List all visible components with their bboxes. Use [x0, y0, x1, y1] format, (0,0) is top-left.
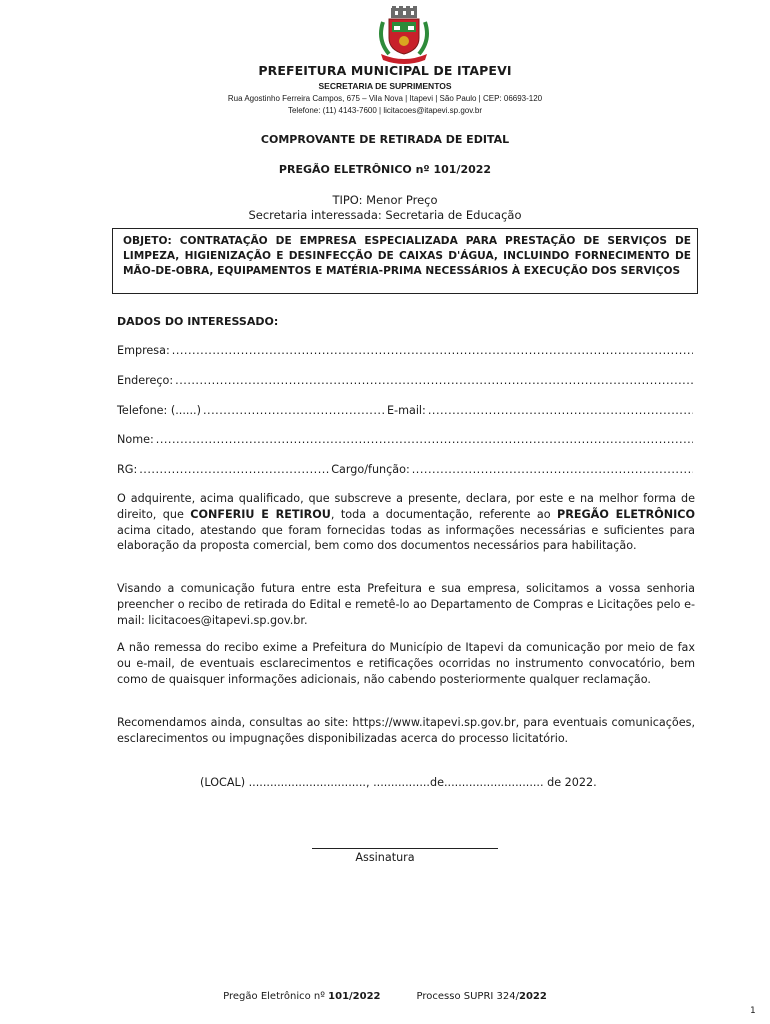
- objeto-box: OBJETO: CONTRATAÇÃO DE EMPRESA ESPECIALIZADA PARA PRESTAÇÃO DE SERVIÇOS DE LIMPEZA, HIGIENIZAÇÃO E DESINFECÇÃO DE CAIXAS D'ÁGUA, INCLUINDO FORNECIMENTO DE MÃO-DE-OBRA, EQUIPAMENTOS E MATÉRIA-PRIMA NECESSÁRIOS À EXECUÇÃO DOS SERVIÇOS: [112, 228, 698, 294]
- footer-pregao-number: 101/2022: [328, 991, 381, 1002]
- department-name: SECRETARIA DE SUPRIMENTOS: [318, 81, 452, 91]
- nome-label: Nome:: [117, 433, 154, 446]
- endereco-field[interactable]: [117, 374, 695, 390]
- contact-line: Telefone: (11) 4143-7600 | licitacoes@itapevi.sp.gov.br: [287, 106, 482, 115]
- pregao-number: PREGÃO ELETRÔNICO nº 101/2022: [278, 163, 492, 176]
- recommendation-paragraph: Recomendamos ainda, consultas ao site: https://www.itapevi.sp.gov.br, para eventuais comunicações, esclarecimentos ou impugnações disponibilizadas acerca do processo licitatório.: [117, 716, 695, 745]
- cargo-label: Cargo/função:: [331, 463, 410, 476]
- telefone-label: Telefone: (......): [117, 404, 201, 417]
- signature-line: [312, 848, 498, 849]
- endereco-label: Endereço:: [117, 374, 174, 387]
- nome-field[interactable]: [117, 433, 695, 449]
- communication-paragraph: Visando a comunicação futura entre esta Prefeitura e sua empresa, solicitamos a vossa senhoria preencher o recibo de retirada do Edital e remetê-lo ao Departamento de Compras e Licitações pelo e-mail: licitacoes@itapevi.sp.gov.br.: [117, 582, 695, 627]
- p1-bold-pregao: PREGÃO ELETRÔNICO: [557, 507, 695, 521]
- endereco-blank[interactable]: [175, 374, 693, 387]
- local-date-line: (LOCAL) ................................., ................de............................ de 2022.: [200, 776, 597, 789]
- municipality-title: PREFEITURA MUNICIPAL DE ITAPEVI: [258, 63, 512, 78]
- empresa-field[interactable]: [117, 344, 695, 360]
- nome-blank[interactable]: [156, 433, 693, 446]
- email-blank[interactable]: [428, 404, 693, 417]
- footer-processo-year: 2022: [518, 991, 547, 1002]
- document-title: COMPROVANTE DE RETIRADA DE EDITAL: [260, 133, 510, 146]
- secretaria-line: Secretaria interessada: Secretaria de Educação: [248, 208, 522, 222]
- dados-section-title: DADOS DO INTERESSADO:: [117, 315, 279, 328]
- coat-of-arms-icon: [375, 6, 433, 66]
- telefone-blank[interactable]: [203, 404, 385, 417]
- email-label: E-mail:: [386, 404, 426, 417]
- footer-pregao-prefix: Pregão Eletrônico nº: [223, 991, 329, 1002]
- p1-text-e: acima citado, atestando que foram fornecidas todas as informações necessárias e suficientes para elaboração da proposta comercial, bem como dos documentos necessários para habilitação.: [117, 523, 695, 553]
- declaration-paragraph: [117, 491, 695, 554]
- rg-label: RG:: [117, 463, 138, 476]
- p1-text-c: , toda a documentação, referente ao: [330, 507, 558, 521]
- rg-blank[interactable]: [139, 463, 329, 476]
- telefone-email-field[interactable]: [117, 404, 695, 420]
- page-number: 1: [750, 1006, 756, 1016]
- non-remittance-paragraph: A não remessa do recibo exime a Prefeitura do Município de Itapevi da comunicação por meio de fax ou e-mail, de eventuais esclarecimentos e retificações ocorridas no instrumento convocatório, bem como de quaisquer informações adicionais, não cabendo posteriormente qualquer reclamação.: [117, 641, 695, 686]
- signature-label: Assinatura: [355, 851, 415, 864]
- page-footer: [0, 991, 770, 1002]
- p1-text-a: O adquirente, acima qualificado, que subscreve a presente, declara, por este e na melhor forma de direito, que: [117, 492, 695, 521]
- cargo-blank[interactable]: [412, 463, 693, 476]
- footer-processo-prefix: Processo SUPRI 324/: [416, 991, 519, 1002]
- tipo-line: TIPO: Menor Preço: [332, 193, 438, 207]
- address-line: Rua Agostinho Ferreira Campos, 675 – Vila Nova | Itapevi | São Paulo | CEP: 06693-120: [227, 94, 543, 103]
- rg-cargo-field[interactable]: [117, 463, 695, 479]
- p1-bold-conferiu: CONFERIU E RETIROU: [190, 507, 331, 521]
- empresa-blank[interactable]: [172, 344, 693, 357]
- empresa-label: Empresa:: [117, 344, 170, 357]
